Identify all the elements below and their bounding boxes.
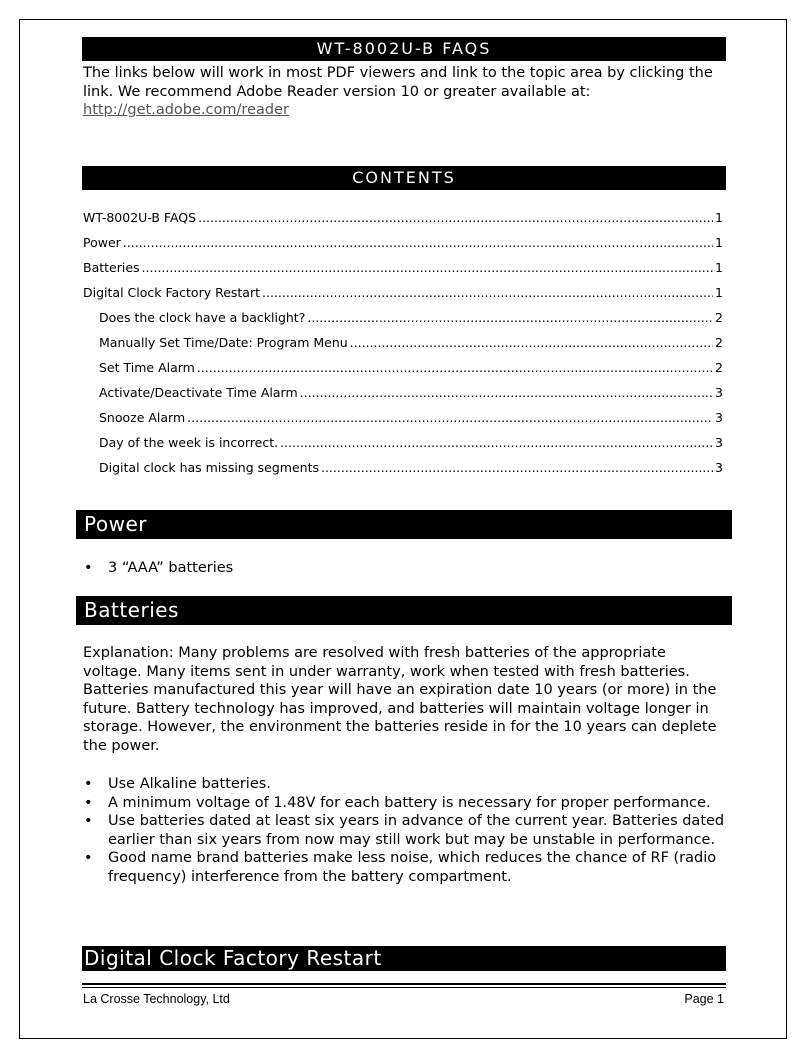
toc-leader [321, 455, 713, 480]
toc-subentry[interactable] [83, 305, 723, 330]
power-heading: Power [76, 510, 732, 539]
list-item: • 3 “AAA” batteries [83, 559, 728, 578]
toc-label: Batteries [83, 260, 140, 275]
batteries-explanation: Explanation: Many problems are resolved with fresh batteries of the appropriate voltage. Many items sent in under warranty, work when tested with fresh batteries. Batteries manufactured this year will have an expiration date 10 years (or more) in the future. Battery technology has improved, and batteries will maintain voltage longer in storage. However, the environment the batteries reside in for the 10 years can deplete the power. [83, 645, 717, 754]
table-of-contents [83, 205, 723, 480]
toc-page: 1 [715, 210, 723, 225]
toc-leader [307, 305, 713, 330]
toc-page: 3 [715, 460, 723, 475]
toc-page: 2 [715, 360, 723, 375]
toc-leader [280, 430, 713, 455]
page-footer [83, 992, 724, 1006]
toc-label: Day of the week is incorrect. [99, 435, 279, 450]
toc-label: Manually Set Time/Date: Program Menu [99, 335, 348, 350]
list-item: • Use batteries dated at least six years in advance of the current year. Batteries dated earlier than six years from now may still work but may be unstable in performance. [83, 812, 728, 849]
toc-subentry[interactable] [83, 430, 723, 455]
list-item: • Use Alkaline batteries. [83, 775, 728, 794]
toc-leader [142, 255, 714, 280]
footer-company: La Crosse Technology, Ltd [83, 992, 230, 1006]
toc-label: Does the clock have a backlight? [99, 310, 306, 325]
toc-page: 3 [715, 385, 723, 400]
intro-text: The links below will work in most PDF viewers and link to the topic area by clicking the link. We recommend Adobe Reader version 10 or greater available at: [83, 65, 713, 100]
toc-leader [300, 380, 713, 405]
footer-rule-thick [82, 983, 726, 985]
toc-label: WT-8002U-B FAQS [83, 210, 197, 225]
batteries-heading: Batteries [76, 596, 732, 625]
toc-label: Power [83, 235, 121, 250]
document-title-banner: WT-8002U-B FAQS [82, 37, 726, 61]
toc-page: 3 [715, 410, 723, 425]
toc-label: Digital clock has missing segments [99, 460, 319, 475]
toc-entry[interactable] [83, 280, 723, 305]
toc-leader [350, 330, 713, 355]
toc-leader [187, 405, 713, 430]
toc-page: 1 [715, 285, 723, 300]
toc-label: Set Time Alarm [99, 360, 195, 375]
toc-label: Digital Clock Factory Restart [83, 285, 261, 300]
footer-page-number: Page 1 [684, 992, 724, 1006]
toc-page: 1 [715, 235, 723, 250]
toc-subentry[interactable] [83, 330, 723, 355]
toc-leader [123, 230, 713, 255]
toc-subentry[interactable] [83, 380, 723, 405]
batteries-list [83, 775, 728, 886]
toc-entry[interactable] [83, 230, 723, 255]
intro-paragraph [83, 64, 723, 120]
footer-rule-thin [82, 987, 726, 988]
list-item: • A minimum voltage of 1.48V for each battery is necessary for proper performance. [83, 794, 728, 813]
power-list [83, 559, 728, 578]
toc-label: Snooze Alarm [99, 410, 186, 425]
toc-entry[interactable] [83, 205, 723, 230]
toc-page: 1 [715, 260, 723, 275]
toc-subentry[interactable] [83, 455, 723, 480]
toc-leader [262, 280, 713, 305]
toc-leader [198, 205, 713, 230]
toc-entry[interactable] [83, 255, 723, 280]
toc-page: 2 [715, 310, 723, 325]
toc-subentry[interactable] [83, 405, 723, 430]
toc-subentry[interactable] [83, 355, 723, 380]
toc-page: 3 [715, 435, 723, 450]
toc-page: 2 [715, 335, 723, 350]
toc-leader [197, 355, 713, 380]
restart-heading: Digital Clock Factory Restart [82, 946, 726, 971]
contents-banner: CONTENTS [82, 166, 726, 190]
toc-label: Activate/Deactivate Time Alarm [99, 385, 298, 400]
adobe-reader-link[interactable]: http://get.adobe.com/reader [83, 102, 289, 118]
list-item: • Good name brand batteries make less noise, which reduces the chance of RF (radio frequency) interference from the battery compartment. [83, 849, 728, 886]
